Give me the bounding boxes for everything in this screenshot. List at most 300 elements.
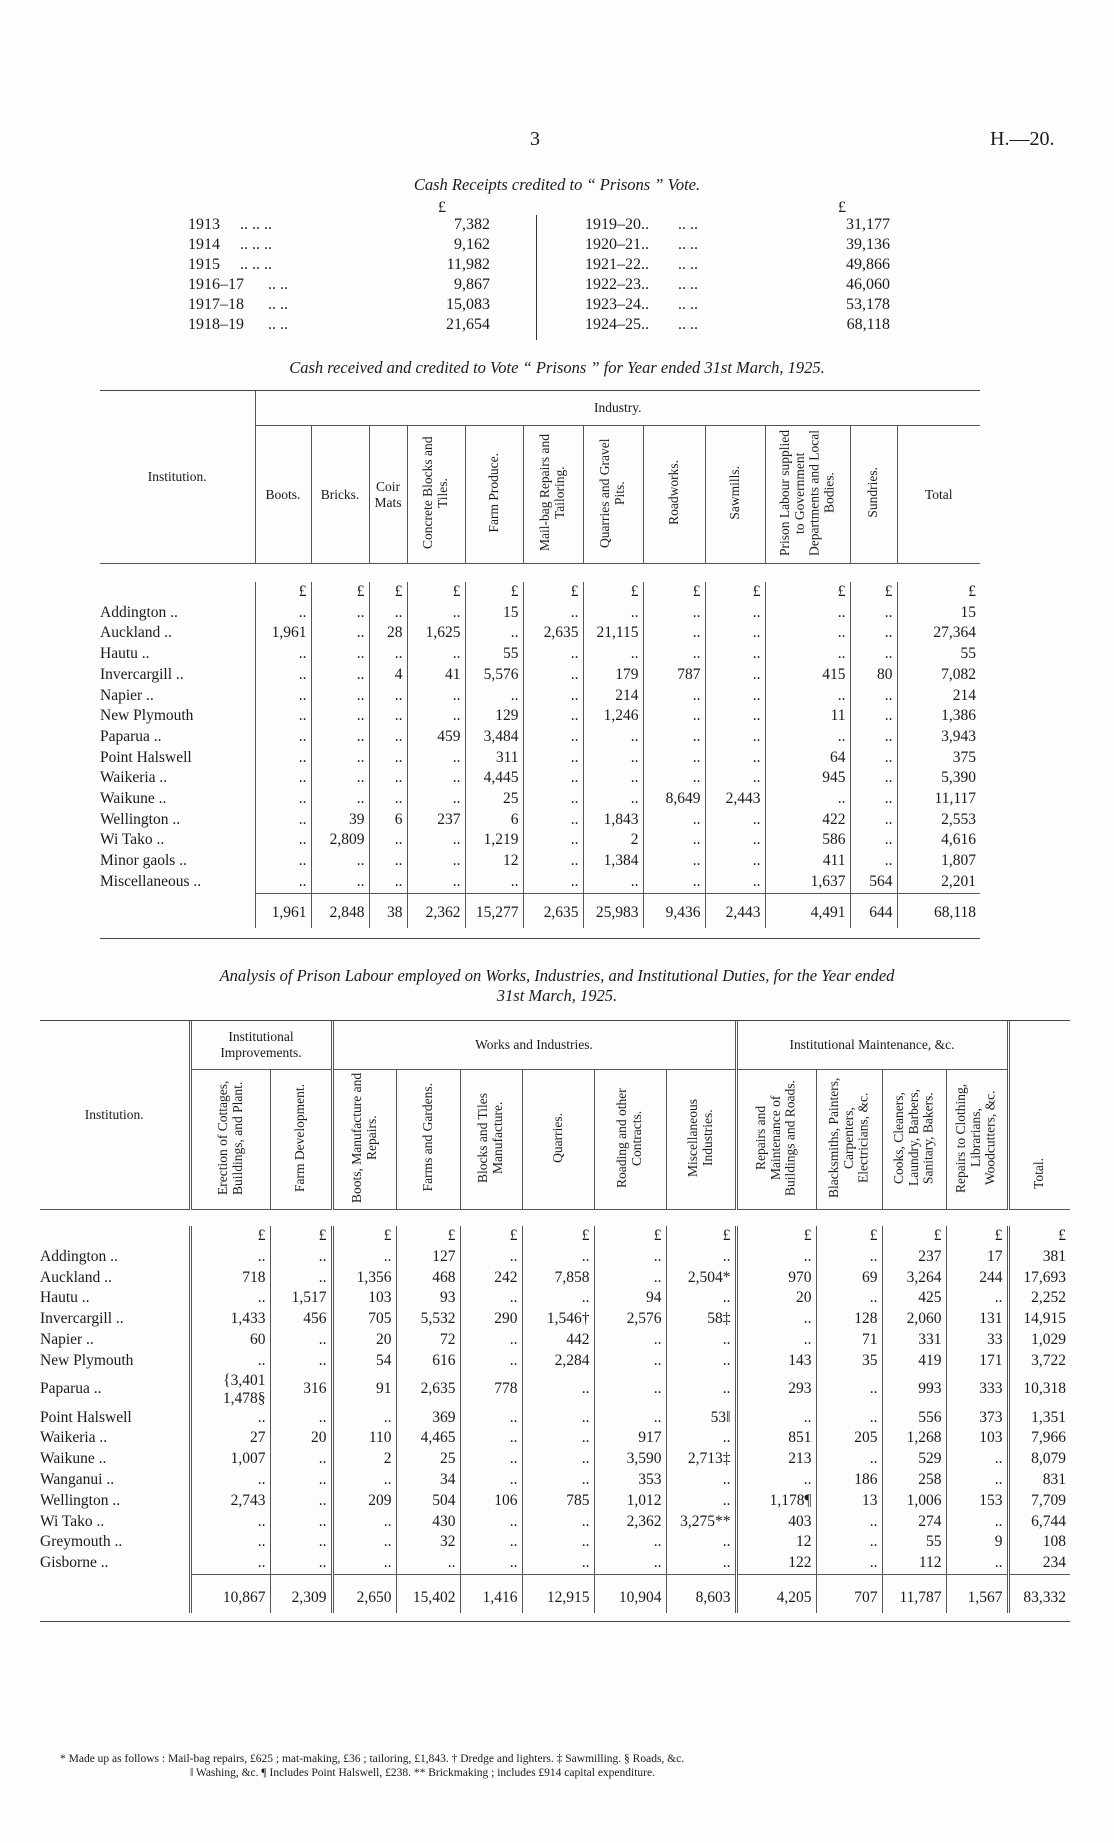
cell-value: .. bbox=[407, 706, 465, 727]
cell-value: .. bbox=[594, 1330, 666, 1351]
cell-value: 419 bbox=[882, 1351, 946, 1372]
institution-name: Paparua .. bbox=[100, 727, 162, 745]
t1-column-header: Coir Mats bbox=[369, 426, 407, 564]
cell-value: .. bbox=[311, 706, 369, 727]
receipt-year: 1924–25.. bbox=[585, 316, 649, 333]
cell-value: .. bbox=[332, 1247, 396, 1268]
cell-value: .. bbox=[465, 872, 523, 893]
total-value: 4,491 bbox=[765, 893, 850, 928]
receipt-year: 1913 bbox=[188, 216, 220, 233]
institution-header-2: Institution. bbox=[84, 1107, 144, 1122]
cell-value: .. bbox=[369, 748, 407, 769]
cell-value: 1,386 bbox=[897, 706, 980, 727]
institution-name: Wellington .. bbox=[40, 1491, 121, 1509]
receipts-currency-right: £ bbox=[838, 199, 846, 216]
cell-value: .. bbox=[643, 830, 705, 851]
receipt-leader-dots: .. .. bbox=[268, 296, 288, 313]
t1-column-header: Farm Produce. bbox=[465, 426, 523, 564]
group-institutional-improvements: Institutional Improvements. bbox=[190, 1021, 332, 1070]
receipt-amount: 9,162 bbox=[454, 236, 490, 253]
cell-value: 1,012 bbox=[594, 1491, 666, 1512]
table-row bbox=[40, 1268, 1070, 1289]
cell-value: .. bbox=[523, 706, 583, 727]
receipts-currency-left: £ bbox=[438, 199, 446, 216]
cell-value: .. bbox=[523, 603, 583, 624]
t2-column-header: Blacksmiths, Painters, Carpenters, Electricians, &c. bbox=[816, 1070, 882, 1210]
t2-column-header: Roading and other Contracts. bbox=[594, 1070, 666, 1210]
receipt-leader-dots: .. .. .. bbox=[240, 256, 272, 273]
table-row bbox=[40, 1532, 1070, 1553]
cell-value: .. bbox=[643, 748, 705, 769]
receipt-leader-dots: .. .. .. bbox=[240, 236, 272, 253]
table-row bbox=[40, 1372, 1070, 1408]
t2-unit: £ bbox=[736, 1226, 816, 1247]
total-value: 2,635 bbox=[523, 893, 583, 928]
t2-unit: £ bbox=[946, 1226, 1008, 1247]
cell-value: 442 bbox=[522, 1330, 594, 1351]
receipts-divider bbox=[536, 215, 537, 340]
receipt-year: 1917–18 bbox=[188, 296, 244, 313]
cell-value: .. bbox=[522, 1408, 594, 1429]
cell-value: .. bbox=[255, 603, 311, 624]
total-value: 1,961 bbox=[255, 893, 311, 928]
table-row bbox=[100, 830, 980, 851]
cell-value: .. bbox=[946, 1449, 1008, 1470]
receipt-leader-dots: .. .. .. bbox=[240, 216, 272, 233]
cell-value: .. bbox=[523, 851, 583, 872]
cell-value: .. bbox=[643, 603, 705, 624]
cell-value: .. bbox=[311, 727, 369, 748]
cell-value: .. bbox=[523, 789, 583, 810]
table-row bbox=[100, 706, 980, 727]
receipt-leader-dots: .. .. bbox=[678, 256, 698, 273]
cell-value: .. bbox=[332, 1408, 396, 1429]
cell-value: 425 bbox=[882, 1288, 946, 1309]
t1-column-header: Sawmills. bbox=[705, 426, 765, 564]
cell-value: .. bbox=[850, 727, 897, 748]
cell-value: 333 bbox=[946, 1372, 1008, 1408]
t2-column-header: Farms and Gardens. bbox=[396, 1070, 460, 1210]
cell-value: 143 bbox=[736, 1351, 816, 1372]
cell-value: .. bbox=[190, 1408, 270, 1429]
cell-value: 5,532 bbox=[396, 1309, 460, 1330]
cell-value: .. bbox=[643, 644, 705, 665]
cell-value: .. bbox=[705, 768, 765, 789]
cell-value: 110 bbox=[332, 1428, 396, 1449]
cell-value: 1,546† bbox=[522, 1309, 594, 1330]
cell-value: .. bbox=[850, 851, 897, 872]
cell-value: .. bbox=[816, 1449, 882, 1470]
cell-value: .. bbox=[705, 830, 765, 851]
cell-value: 616 bbox=[396, 1351, 460, 1372]
t1-unit: £ bbox=[311, 582, 369, 603]
cell-value: .. bbox=[311, 768, 369, 789]
table-row bbox=[40, 1330, 1070, 1351]
cell-value: .. bbox=[332, 1532, 396, 1553]
total-value: 83,332 bbox=[1008, 1574, 1070, 1613]
institution-name: Napier .. bbox=[40, 1330, 94, 1348]
cell-value: 1,178¶ bbox=[736, 1491, 816, 1512]
receipts-title: Cash Receipts credited to “ Prisons ” Vote. bbox=[413, 175, 701, 194]
cell-value: 8,649 bbox=[643, 789, 705, 810]
cell-value: .. bbox=[736, 1330, 816, 1351]
cell-value: .. bbox=[850, 603, 897, 624]
cell-value: .. bbox=[332, 1553, 396, 1574]
cell-value: .. bbox=[643, 623, 705, 644]
cell-value: 2,635 bbox=[523, 623, 583, 644]
cell-value: 32 bbox=[396, 1532, 460, 1553]
institution-name: Waikune .. bbox=[40, 1450, 107, 1468]
total-value: 2,650 bbox=[332, 1574, 396, 1613]
cell-value: 2,362 bbox=[594, 1512, 666, 1533]
cell-value: .. bbox=[643, 768, 705, 789]
cell-value: 7,709 bbox=[1008, 1491, 1070, 1512]
cell-value: .. bbox=[705, 623, 765, 644]
cell-value: 1,356 bbox=[332, 1268, 396, 1289]
cell-value: .. bbox=[311, 665, 369, 686]
cell-value: .. bbox=[583, 603, 643, 624]
cell-value: .. bbox=[850, 706, 897, 727]
cell-value: 311 bbox=[465, 748, 523, 769]
cell-value: 1,637 bbox=[765, 872, 850, 893]
cell-value: 54 bbox=[332, 1351, 396, 1372]
total-value: 15,402 bbox=[396, 1574, 460, 1613]
cell-value: .. bbox=[705, 665, 765, 686]
cell-value: 2,504* bbox=[666, 1268, 736, 1289]
table-row bbox=[40, 1449, 1070, 1470]
cell-value: .. bbox=[523, 748, 583, 769]
cell-value: .. bbox=[523, 727, 583, 748]
cell-value: 468 bbox=[396, 1268, 460, 1289]
cell-value: 3,484 bbox=[465, 727, 523, 748]
total-value: 10,904 bbox=[594, 1574, 666, 1613]
cell-value: 20 bbox=[332, 1330, 396, 1351]
cell-value: .. bbox=[369, 830, 407, 851]
cell-value: 459 bbox=[407, 727, 465, 748]
cell-value: 35 bbox=[816, 1351, 882, 1372]
cell-value: 403 bbox=[736, 1512, 816, 1533]
cell-value: 274 bbox=[882, 1512, 946, 1533]
cell-value: 7,858 bbox=[522, 1268, 594, 1289]
cell-value: .. bbox=[255, 748, 311, 769]
cell-value: .. bbox=[666, 1428, 736, 1449]
receipt-year: 1922–23.. bbox=[585, 276, 649, 293]
cell-value: 2,635 bbox=[396, 1372, 460, 1408]
total-value: 11,787 bbox=[882, 1574, 946, 1613]
table-row bbox=[100, 768, 980, 789]
institution-name: Wellington .. bbox=[100, 810, 181, 828]
institution-name: Hautu .. bbox=[100, 645, 150, 663]
cell-value: .. bbox=[583, 872, 643, 893]
table-row bbox=[40, 1553, 1070, 1574]
cell-value: .. bbox=[594, 1268, 666, 1289]
cell-value: .. bbox=[523, 644, 583, 665]
receipt-leader-dots: .. .. bbox=[678, 276, 698, 293]
cell-value: 422 bbox=[765, 810, 850, 831]
total-value: 2,309 bbox=[270, 1574, 332, 1613]
cell-value: .. bbox=[270, 1532, 332, 1553]
cell-value: 91 bbox=[332, 1372, 396, 1408]
cell-value: 4,445 bbox=[465, 768, 523, 789]
receipt-year: 1916–17 bbox=[188, 276, 244, 293]
cell-value: .. bbox=[522, 1512, 594, 1533]
cell-value: 7,966 bbox=[1008, 1428, 1070, 1449]
table-row bbox=[40, 1408, 1070, 1429]
cell-value: 3,590 bbox=[594, 1449, 666, 1470]
cell-value: .. bbox=[190, 1470, 270, 1491]
cell-value: .. bbox=[666, 1532, 736, 1553]
institution-header: Institution. bbox=[147, 469, 207, 484]
cell-value: 17,693 bbox=[1008, 1268, 1070, 1289]
institution-name: Addington .. bbox=[40, 1247, 118, 1265]
t1-column-header: Boots. bbox=[255, 426, 311, 564]
institution-name: Waikeria .. bbox=[40, 1429, 108, 1447]
cell-value: .. bbox=[522, 1372, 594, 1408]
cell-value: .. bbox=[460, 1288, 522, 1309]
institution-name: New Plymouth bbox=[40, 1351, 134, 1369]
cell-value: .. bbox=[407, 748, 465, 769]
cell-value: 851 bbox=[736, 1428, 816, 1449]
cell-value: .. bbox=[594, 1532, 666, 1553]
cell-value: 945 bbox=[765, 768, 850, 789]
cell-value: .. bbox=[736, 1470, 816, 1491]
cell-value: 2,443 bbox=[705, 789, 765, 810]
cell-value: 5,390 bbox=[897, 768, 980, 789]
cell-value: 3,264 bbox=[882, 1268, 946, 1289]
t2-unit: £ bbox=[270, 1226, 332, 1247]
cell-value: 369 bbox=[396, 1408, 460, 1429]
t1-column-header: Quarries and Gravel Pits. bbox=[583, 426, 643, 564]
receipt-amount: 7,382 bbox=[454, 216, 490, 233]
cell-value: 13 bbox=[816, 1491, 882, 1512]
cell-value: 7,082 bbox=[897, 665, 980, 686]
cell-value: .. bbox=[522, 1449, 594, 1470]
table-row bbox=[100, 686, 980, 707]
cell-value: .. bbox=[765, 727, 850, 748]
cell-value: .. bbox=[643, 727, 705, 748]
total-value: 9,436 bbox=[643, 893, 705, 928]
cell-line-extra: 1,478§ bbox=[219, 1389, 266, 1407]
cell-value: 20 bbox=[270, 1428, 332, 1449]
cell-value: 258 bbox=[882, 1470, 946, 1491]
cell-value: .. bbox=[583, 768, 643, 789]
cell-value: 993 bbox=[882, 1372, 946, 1408]
cell-value: .. bbox=[594, 1351, 666, 1372]
cell-value: .. bbox=[666, 1330, 736, 1351]
receipt-leader-dots: .. .. bbox=[678, 296, 698, 313]
cell-value: .. bbox=[255, 768, 311, 789]
cell-value: 415 bbox=[765, 665, 850, 686]
cell-value: .. bbox=[666, 1247, 736, 1268]
cell-value: 11 bbox=[765, 706, 850, 727]
cell-value: .. bbox=[850, 810, 897, 831]
cell-value: .. bbox=[523, 810, 583, 831]
cell-value: .. bbox=[816, 1408, 882, 1429]
receipt-year: 1919–20.. bbox=[585, 216, 649, 233]
cell-value: .. bbox=[765, 603, 850, 624]
cell-value: .. bbox=[666, 1372, 736, 1408]
cell-value: .. bbox=[255, 872, 311, 893]
receipt-amount: 68,118 bbox=[846, 316, 890, 333]
institution-name: Auckland .. bbox=[100, 624, 172, 642]
cell-value: 5,576 bbox=[465, 665, 523, 686]
cell-value: 6 bbox=[369, 810, 407, 831]
cell-value: 1,843 bbox=[583, 810, 643, 831]
cell-value: 34 bbox=[396, 1470, 460, 1491]
cell-value: .. bbox=[765, 686, 850, 707]
institution-name: Auckland .. bbox=[40, 1268, 112, 1286]
cell-value: .. bbox=[407, 644, 465, 665]
cell-value: 2,553 bbox=[897, 810, 980, 831]
receipt-amount: 15,083 bbox=[446, 296, 490, 313]
cell-value: 234 bbox=[1008, 1553, 1070, 1574]
cell-value: 353 bbox=[594, 1470, 666, 1491]
cell-value: .. bbox=[311, 644, 369, 665]
cell-value: 1,219 bbox=[465, 830, 523, 851]
t2-unit: £ bbox=[1008, 1226, 1070, 1247]
cell-value: 1,006 bbox=[882, 1491, 946, 1512]
cell-value: .. bbox=[369, 851, 407, 872]
t2-column-header: Repairs to Clothing, Librarians, Woodcutters, &c. bbox=[946, 1070, 1008, 1210]
cell-value: 331 bbox=[882, 1330, 946, 1351]
receipt-amount: 21,654 bbox=[446, 316, 490, 333]
cell-value: 15 bbox=[465, 603, 523, 624]
institution-name: Miscellaneous .. bbox=[100, 873, 202, 891]
cell-value: .. bbox=[407, 686, 465, 707]
table-row bbox=[100, 748, 980, 769]
cash-received-table bbox=[100, 390, 980, 939]
cell-value: .. bbox=[705, 706, 765, 727]
cell-value: .. bbox=[270, 1553, 332, 1574]
cell-value: .. bbox=[583, 644, 643, 665]
cell-value: .. bbox=[816, 1532, 882, 1553]
t2-unit: £ bbox=[332, 1226, 396, 1247]
cell-value: .. bbox=[523, 830, 583, 851]
t1-column-header: Mail-bag Repairs and Tailoring. bbox=[523, 426, 583, 564]
cell-value: .. bbox=[736, 1247, 816, 1268]
cell-value: .. bbox=[460, 1330, 522, 1351]
cell-value: 290 bbox=[460, 1309, 522, 1330]
cell-value: 25 bbox=[396, 1449, 460, 1470]
t1-unit: £ bbox=[583, 582, 643, 603]
institution-name: Addington .. bbox=[100, 603, 178, 621]
cell-value: 93 bbox=[396, 1288, 460, 1309]
cell-value: .. bbox=[522, 1247, 594, 1268]
t1-column-header: Sundries. bbox=[850, 426, 897, 564]
cell-value: .. bbox=[369, 686, 407, 707]
cell-value bbox=[190, 1372, 270, 1408]
cell-value: .. bbox=[332, 1512, 396, 1533]
t1-column-header: Total bbox=[897, 426, 980, 564]
cell-value: 27,364 bbox=[897, 623, 980, 644]
cell-value: .. bbox=[407, 768, 465, 789]
cell-value: 214 bbox=[897, 686, 980, 707]
cell-value: 205 bbox=[816, 1428, 882, 1449]
cell-value: .. bbox=[255, 810, 311, 831]
institution-name: Paparua .. bbox=[40, 1380, 102, 1398]
institution-name: Napier .. bbox=[100, 686, 154, 704]
cell-value: .. bbox=[407, 872, 465, 893]
cell-value: .. bbox=[190, 1512, 270, 1533]
cell-value: .. bbox=[460, 1247, 522, 1268]
page-number: 3 bbox=[530, 128, 540, 150]
cell-value: 831 bbox=[1008, 1470, 1070, 1491]
cell-value: 316 bbox=[270, 1372, 332, 1408]
t1-unit: £ bbox=[705, 582, 765, 603]
cell-value: 60 bbox=[190, 1330, 270, 1351]
cell-value: .. bbox=[255, 644, 311, 665]
cell-value: .. bbox=[270, 1491, 332, 1512]
t2-column-header: Erection of Cottages, Buildings, and Plant. bbox=[190, 1070, 270, 1210]
cell-value: 1,517 bbox=[270, 1288, 332, 1309]
cell-value: .. bbox=[369, 872, 407, 893]
cell-value: .. bbox=[407, 830, 465, 851]
table-row bbox=[40, 1288, 1070, 1309]
cell-value: .. bbox=[311, 872, 369, 893]
t2-column-header: Farm Development. bbox=[270, 1070, 332, 1210]
cell-value: 17 bbox=[946, 1247, 1008, 1268]
cell-value: 55 bbox=[465, 644, 523, 665]
cell-value: .. bbox=[407, 789, 465, 810]
cell-value: 12 bbox=[736, 1532, 816, 1553]
t2-unit: £ bbox=[666, 1226, 736, 1247]
receipt-leader-dots: .. .. bbox=[678, 216, 698, 233]
cell-value: 3,722 bbox=[1008, 1351, 1070, 1372]
institution-name: Wi Tako .. bbox=[100, 831, 165, 849]
cell-value: .. bbox=[522, 1428, 594, 1449]
cell-value: .. bbox=[270, 1512, 332, 1533]
cell-value: .. bbox=[255, 830, 311, 851]
cell-value: .. bbox=[460, 1512, 522, 1533]
cell-value: .. bbox=[190, 1553, 270, 1574]
table-row bbox=[40, 1351, 1070, 1372]
cell-line: {3,401 bbox=[223, 1371, 266, 1389]
cell-value: .. bbox=[705, 644, 765, 665]
cell-value: .. bbox=[850, 748, 897, 769]
cell-value: .. bbox=[850, 789, 897, 810]
total-value: 38 bbox=[369, 893, 407, 928]
cell-value: .. bbox=[816, 1247, 882, 1268]
institution-name: Invercargill .. bbox=[100, 665, 184, 683]
cell-value: 112 bbox=[882, 1553, 946, 1574]
cell-value: 106 bbox=[460, 1491, 522, 1512]
cell-value: 2,713‡ bbox=[666, 1449, 736, 1470]
cell-value: 14,915 bbox=[1008, 1309, 1070, 1330]
cell-value: .. bbox=[594, 1553, 666, 1574]
cell-value: 27 bbox=[190, 1428, 270, 1449]
cell-value: .. bbox=[594, 1247, 666, 1268]
table-row bbox=[100, 789, 980, 810]
cell-value: .. bbox=[736, 1309, 816, 1330]
cell-value: .. bbox=[816, 1553, 882, 1574]
cell-value: 72 bbox=[396, 1330, 460, 1351]
cell-value: .. bbox=[594, 1408, 666, 1429]
cell-value: 179 bbox=[583, 665, 643, 686]
cell-value: .. bbox=[705, 872, 765, 893]
cell-value: .. bbox=[522, 1470, 594, 1491]
cell-value: .. bbox=[666, 1491, 736, 1512]
cell-value: 705 bbox=[332, 1309, 396, 1330]
table-row bbox=[100, 727, 980, 748]
institution-name: Waikeria .. bbox=[100, 769, 168, 787]
cell-value: 128 bbox=[816, 1309, 882, 1330]
t1-unit: £ bbox=[643, 582, 705, 603]
t1-unit: £ bbox=[850, 582, 897, 603]
table-row bbox=[40, 1428, 1070, 1449]
receipt-year: 1920–21.. bbox=[585, 236, 649, 253]
cell-value: .. bbox=[850, 686, 897, 707]
cell-value: 1,961 bbox=[255, 623, 311, 644]
